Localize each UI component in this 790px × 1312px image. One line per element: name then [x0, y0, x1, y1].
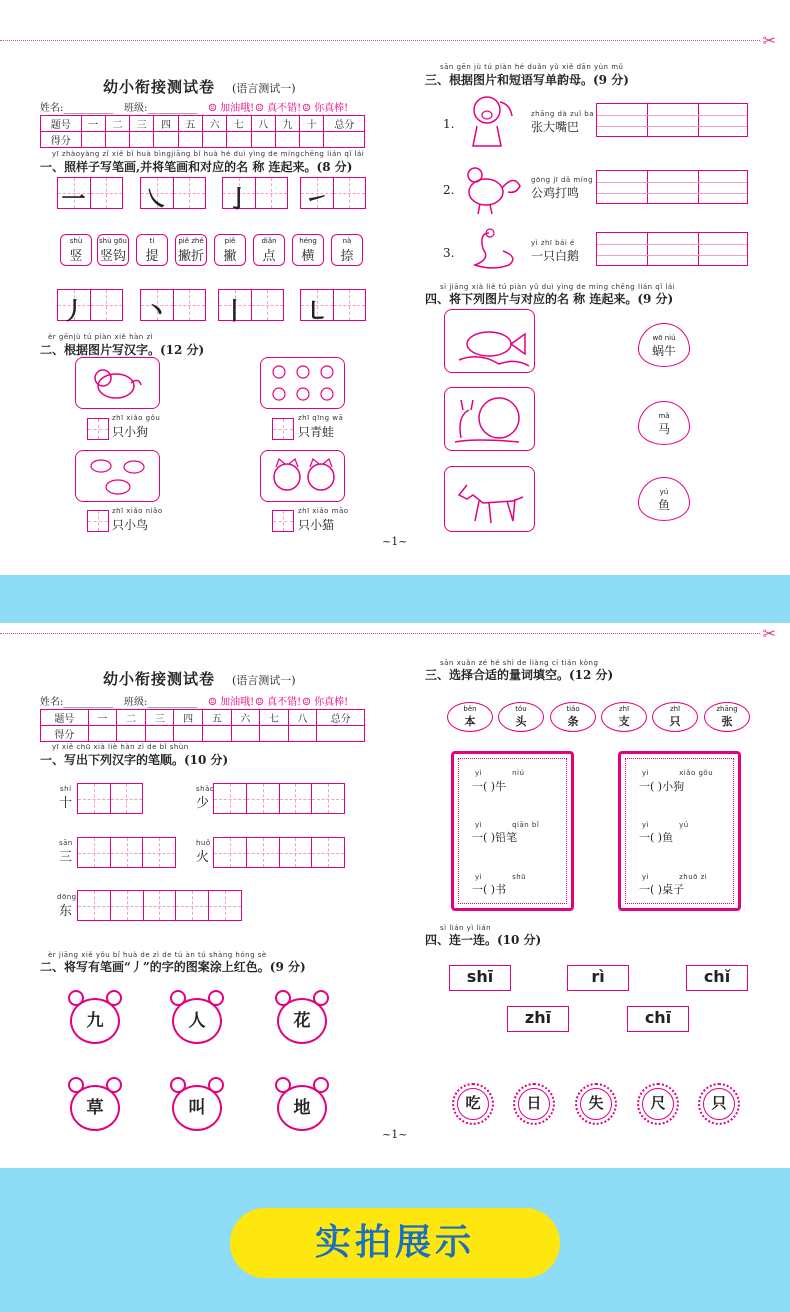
bird-picture — [75, 450, 160, 502]
score-cell[interactable] — [324, 132, 365, 148]
bear-face[interactable]: 叫 — [168, 1075, 226, 1133]
stroke-order-grid[interactable] — [213, 837, 345, 868]
stroke-order-grid[interactable] — [77, 783, 143, 814]
stamp-encourage-3: ☺ 你真棒! — [302, 697, 349, 708]
page-number: ~1~ — [382, 535, 408, 548]
page-title: 幼小衔接测试卷 — [103, 78, 216, 96]
score-cell[interactable] — [317, 726, 365, 742]
score-table — [40, 709, 365, 742]
score-table-row — [41, 726, 365, 742]
answer-cell[interactable] — [272, 510, 294, 532]
blank-pinyin: yì shū — [475, 873, 527, 881]
fill-blank-item[interactable]: 一( )小狗 — [639, 780, 685, 793]
stroke-order-grid[interactable] — [77, 837, 176, 868]
stroke-order-grid[interactable] — [213, 783, 345, 814]
score-cell[interactable] — [251, 132, 275, 148]
sample-stroke: 丨 — [222, 296, 247, 325]
phrase-pinyin: yì zhī bái é — [531, 239, 575, 247]
scissors-icon: ✂ — [762, 624, 776, 643]
score-cell[interactable] — [154, 132, 178, 148]
measure-word-fish[interactable]: zhī 支 — [601, 702, 647, 732]
phrase-pinyin: zhāng dà zuǐ ba — [531, 110, 594, 118]
class-field: 班级:__________ — [124, 697, 198, 708]
question-2-heading: 二、将写有笔画“丿”的字的图案涂上红色。(9 分) — [40, 960, 306, 974]
score-header-cell: 题号 — [41, 116, 82, 132]
score-cell[interactable] — [288, 726, 317, 742]
stamp-encourage-1: ☺ 加油哦! — [208, 697, 255, 708]
goose-picture — [463, 225, 521, 275]
question-1-pinyin: yī xiě chū xià liè hàn zì de bǐ shùn — [52, 743, 189, 751]
question-1-pinyin: yī zhàoyàng zǐ xiě bǐ huà bìngjiāng bǐ huà hé duì yìng de míngchēng lián qǐ lái — [52, 150, 365, 158]
score-cell[interactable] — [231, 726, 260, 742]
score-cell[interactable] — [178, 132, 202, 148]
score-cell[interactable] — [202, 726, 231, 742]
blank-pinyin: yì qiān bǐ — [475, 821, 540, 829]
answer-phrase: 只小猫 — [298, 518, 335, 532]
question-1-heading: 一、照样子写笔画,并将笔画和对应的名 称 连起来。(8 分) — [40, 160, 353, 174]
page-subtitle: (语言测试一) — [232, 674, 296, 687]
score-cell[interactable] — [260, 726, 289, 742]
stroke-name-card[interactable]: nà 捺 — [331, 234, 363, 266]
stamp-encourage-2: ☺ 真不错! — [255, 103, 302, 114]
score-header-cell: 题号 — [41, 710, 89, 726]
phrase: 一只白鹅 — [531, 249, 580, 263]
score-header-cell: 六 — [202, 116, 226, 132]
horse-picture[interactable] — [444, 466, 535, 532]
fish-picture[interactable] — [444, 309, 535, 373]
answer-phrase: 只青蛙 — [298, 425, 335, 439]
sample-stroke: ㇀ — [304, 184, 329, 213]
score-header-cell: 一 — [88, 710, 117, 726]
bear-face[interactable]: 地 — [273, 1075, 331, 1133]
stroke-name-card[interactable]: shù gōu 竖钩 — [97, 234, 129, 266]
target-char: 三 — [59, 850, 73, 865]
question-4-pinyin: sì lián yì lián — [440, 924, 492, 932]
fill-blank-item[interactable]: 一( )书 — [472, 883, 507, 896]
score-header-cell: 二 — [117, 710, 146, 726]
stamp-encourage-2: ☺ 真不错! — [255, 697, 302, 708]
measure-word-fish[interactable]: zhī 只 — [652, 702, 698, 732]
measure-word-fish[interactable]: běn 本 — [447, 702, 493, 732]
character-flower[interactable]: 吃 — [452, 1083, 494, 1125]
target-char: 少 — [196, 796, 210, 811]
measure-word-fish[interactable]: tóu 头 — [498, 702, 544, 732]
cut-line — [0, 40, 760, 41]
pinyin-writing-lines[interactable] — [596, 170, 748, 204]
pinyin-card[interactable]: rì — [567, 965, 629, 991]
fill-blank-item[interactable]: 一( )牛 — [472, 780, 507, 793]
question-1-heading: 一、写出下列汉字的笔顺。(10 分) — [40, 753, 229, 767]
bear-face[interactable]: 人 — [168, 988, 226, 1046]
score-header-cell: 七 — [227, 116, 251, 132]
target-char: 东 — [59, 904, 73, 919]
sample-stroke: 亅 — [226, 184, 251, 213]
char-pinyin: sān — [59, 839, 73, 847]
score-header-cell: 五 — [202, 710, 231, 726]
page-subtitle: (语言测试一) — [232, 82, 296, 95]
score-header-cell: 三 — [145, 710, 174, 726]
score-header-cell: 总分 — [324, 116, 365, 132]
phrase: 张大嘴巴 — [531, 120, 580, 134]
question-2-heading: 二、根据图片写汉字。(12 分) — [40, 343, 205, 357]
blank-pinyin: yì xiǎo gǒu — [642, 769, 714, 777]
sample-stroke: ㇄ — [304, 296, 329, 325]
score-cell[interactable] — [174, 726, 203, 742]
character-flower[interactable]: 失 — [575, 1083, 617, 1125]
score-header-cell: 九 — [275, 116, 299, 132]
cut-line — [0, 633, 760, 634]
answer-pinyin: zhī xiǎo gǒu — [112, 414, 161, 422]
char-pinyin: shí — [60, 785, 72, 793]
score-table-row — [41, 132, 365, 148]
score-cell[interactable] — [202, 132, 226, 148]
name-leaf[interactable]: mǎ 马 — [638, 401, 690, 445]
class-field: 班级:__________ — [124, 103, 198, 114]
score-cell[interactable] — [130, 132, 154, 148]
measure-word-fish[interactable]: zhāng 张 — [704, 702, 750, 732]
pinyin-card[interactable]: chī — [627, 1006, 689, 1032]
scissors-icon: ✂ — [762, 31, 776, 50]
stroke-name-card[interactable]: shù 竖 — [60, 234, 92, 266]
pinyin-card[interactable]: shī — [449, 965, 511, 991]
name-leaf[interactable]: wō niú 蜗牛 — [638, 323, 690, 367]
score-header-cell: 十 — [300, 116, 324, 132]
blank-pinyin: yì yú — [642, 821, 689, 829]
snail-picture[interactable] — [444, 387, 535, 451]
question-3-pinyin: sān xuǎn zé hé shì de liàng cí tián kòng — [440, 659, 599, 667]
phrase-pinyin: gōng jī dǎ míng — [531, 176, 594, 184]
question-3-heading: 三、根据图片和短语写单韵母。(9 分) — [425, 73, 629, 87]
sample-stroke: ㇏ — [144, 184, 169, 213]
question-4-pinyin: sì jiāng xià liè tú piàn yǔ duì yìng de míng chēng lián qǐ lái — [440, 283, 676, 291]
score-cell[interactable] — [145, 726, 174, 742]
target-char: 火 — [196, 850, 210, 865]
worksheet-page-2 — [0, 623, 790, 1168]
stamp-encourage-3: ☺ 你真棒! — [302, 103, 349, 114]
girl-picture — [463, 88, 521, 152]
score-header-cell: 八 — [251, 116, 275, 132]
score-row-label: 得分 — [41, 726, 89, 742]
score-cell[interactable] — [227, 132, 251, 148]
question-4-heading: 四、连一连。(10 分) — [425, 933, 542, 947]
answer-cell[interactable] — [87, 510, 109, 532]
score-header-cell: 五 — [178, 116, 202, 132]
photo-display-banner: 实拍展示 — [230, 1208, 560, 1278]
item-number: 2. — [443, 183, 455, 197]
answer-pinyin: zhī xiǎo māo — [298, 507, 349, 515]
score-row-label: 得分 — [41, 132, 82, 148]
stroke-name-card[interactable]: tí 提 — [136, 234, 168, 266]
answer-cell[interactable] — [272, 418, 294, 440]
score-header-cell: 四 — [174, 710, 203, 726]
stroke-name-card[interactable]: piě zhé 撇折 — [175, 234, 207, 266]
character-flower[interactable]: 尺 — [637, 1083, 679, 1125]
fill-blank-item[interactable]: 一( )鱼 — [639, 831, 674, 844]
pinyin-writing-lines[interactable] — [596, 232, 748, 266]
score-cell[interactable] — [81, 132, 105, 148]
dog-picture — [75, 357, 160, 409]
char-pinyin: huǒ — [196, 839, 211, 847]
score-header-cell: 总分 — [317, 710, 365, 726]
answer-pinyin: zhī qīng wā — [298, 414, 344, 422]
fill-blank-item[interactable]: 一( )铅笔 — [472, 831, 518, 844]
question-2-pinyin: èr jiāng xiě yǒu bǐ huà de zì de tú àn tú shàng hóng sè — [48, 951, 267, 959]
measure-word-fish[interactable]: tiáo 条 — [550, 702, 596, 732]
score-cell[interactable] — [300, 132, 324, 148]
cat-picture — [260, 450, 345, 502]
blank-pinyin: yì niú — [475, 769, 525, 777]
rooster-picture — [458, 160, 526, 216]
fill-blank-item[interactable]: 一( )桌子 — [639, 883, 685, 896]
pinyin-writing-lines[interactable] — [596, 103, 748, 137]
sample-stroke: 丶 — [144, 296, 169, 325]
char-pinyin: dōng — [57, 893, 77, 901]
question-3-heading: 三、选择合适的量词填空。(12 分) — [425, 668, 614, 682]
score-cell[interactable] — [117, 726, 146, 742]
pinyin-card[interactable]: zhī — [507, 1006, 569, 1032]
answer-cell[interactable] — [87, 418, 109, 440]
score-header-cell: 八 — [288, 710, 317, 726]
blank-pinyin: yì zhuō zi — [642, 873, 708, 881]
stamp-encourage-1: ☺ 加油哦! — [208, 103, 255, 114]
stroke-name-card[interactable]: piě 撇 — [214, 234, 246, 266]
score-table-header — [41, 710, 365, 726]
sample-stroke: 丿 — [61, 296, 86, 325]
score-header-cell: 二 — [105, 116, 129, 132]
answer-pinyin: zhī xiǎo niǎo — [112, 507, 163, 515]
pinyin-card[interactable]: chǐ — [686, 965, 748, 991]
score-cell[interactable] — [105, 132, 129, 148]
bear-face[interactable]: 九 — [66, 988, 124, 1046]
bear-face[interactable]: 草 — [66, 1075, 124, 1133]
page-title: 幼小衔接测试卷 — [103, 670, 216, 688]
question-3-pinyin: sān gēn jù tú piàn hé duǎn yǔ xiě dān yùn mǔ — [440, 63, 624, 71]
sample-stroke: 一 — [61, 184, 86, 213]
worksheet-page-1 — [0, 0, 790, 575]
answer-phrase: 只小鸟 — [112, 518, 149, 532]
item-number: 1. — [443, 117, 455, 131]
score-header-cell: 六 — [231, 710, 260, 726]
stroke-order-grid[interactable] — [77, 890, 242, 921]
question-4-heading: 四、将下列图片与对应的名 称 连起来。(9 分) — [425, 292, 674, 306]
frog-picture — [260, 357, 345, 409]
page-number: ~1~ — [382, 1128, 408, 1141]
char-pinyin: shǎo — [196, 785, 215, 793]
stroke-name-card[interactable]: héng 横 — [292, 234, 324, 266]
question-2-pinyin: èr gēnjù tú piàn xiě hàn zì — [48, 333, 154, 341]
score-table — [40, 115, 365, 148]
score-header-cell: 七 — [260, 710, 289, 726]
answer-phrase: 只小狗 — [112, 425, 149, 439]
name-field: 姓名:__________ — [40, 697, 114, 708]
bear-face[interactable]: 花 — [273, 988, 331, 1046]
name-leaf[interactable]: yú 鱼 — [638, 477, 690, 521]
score-header-cell: 四 — [154, 116, 178, 132]
phrase: 公鸡打鸣 — [531, 186, 580, 200]
score-cell[interactable] — [88, 726, 117, 742]
character-flower[interactable]: 日 — [513, 1083, 555, 1125]
score-header-cell: 一 — [81, 116, 105, 132]
name-field: 姓名:__________ — [40, 103, 114, 114]
stroke-name-card[interactable]: diǎn 点 — [253, 234, 285, 266]
score-table-header — [41, 116, 365, 132]
character-flower[interactable]: 只 — [698, 1083, 740, 1125]
score-header-cell: 三 — [130, 116, 154, 132]
score-cell[interactable] — [275, 132, 299, 148]
item-number: 3. — [443, 246, 455, 260]
target-char: 十 — [59, 796, 73, 811]
